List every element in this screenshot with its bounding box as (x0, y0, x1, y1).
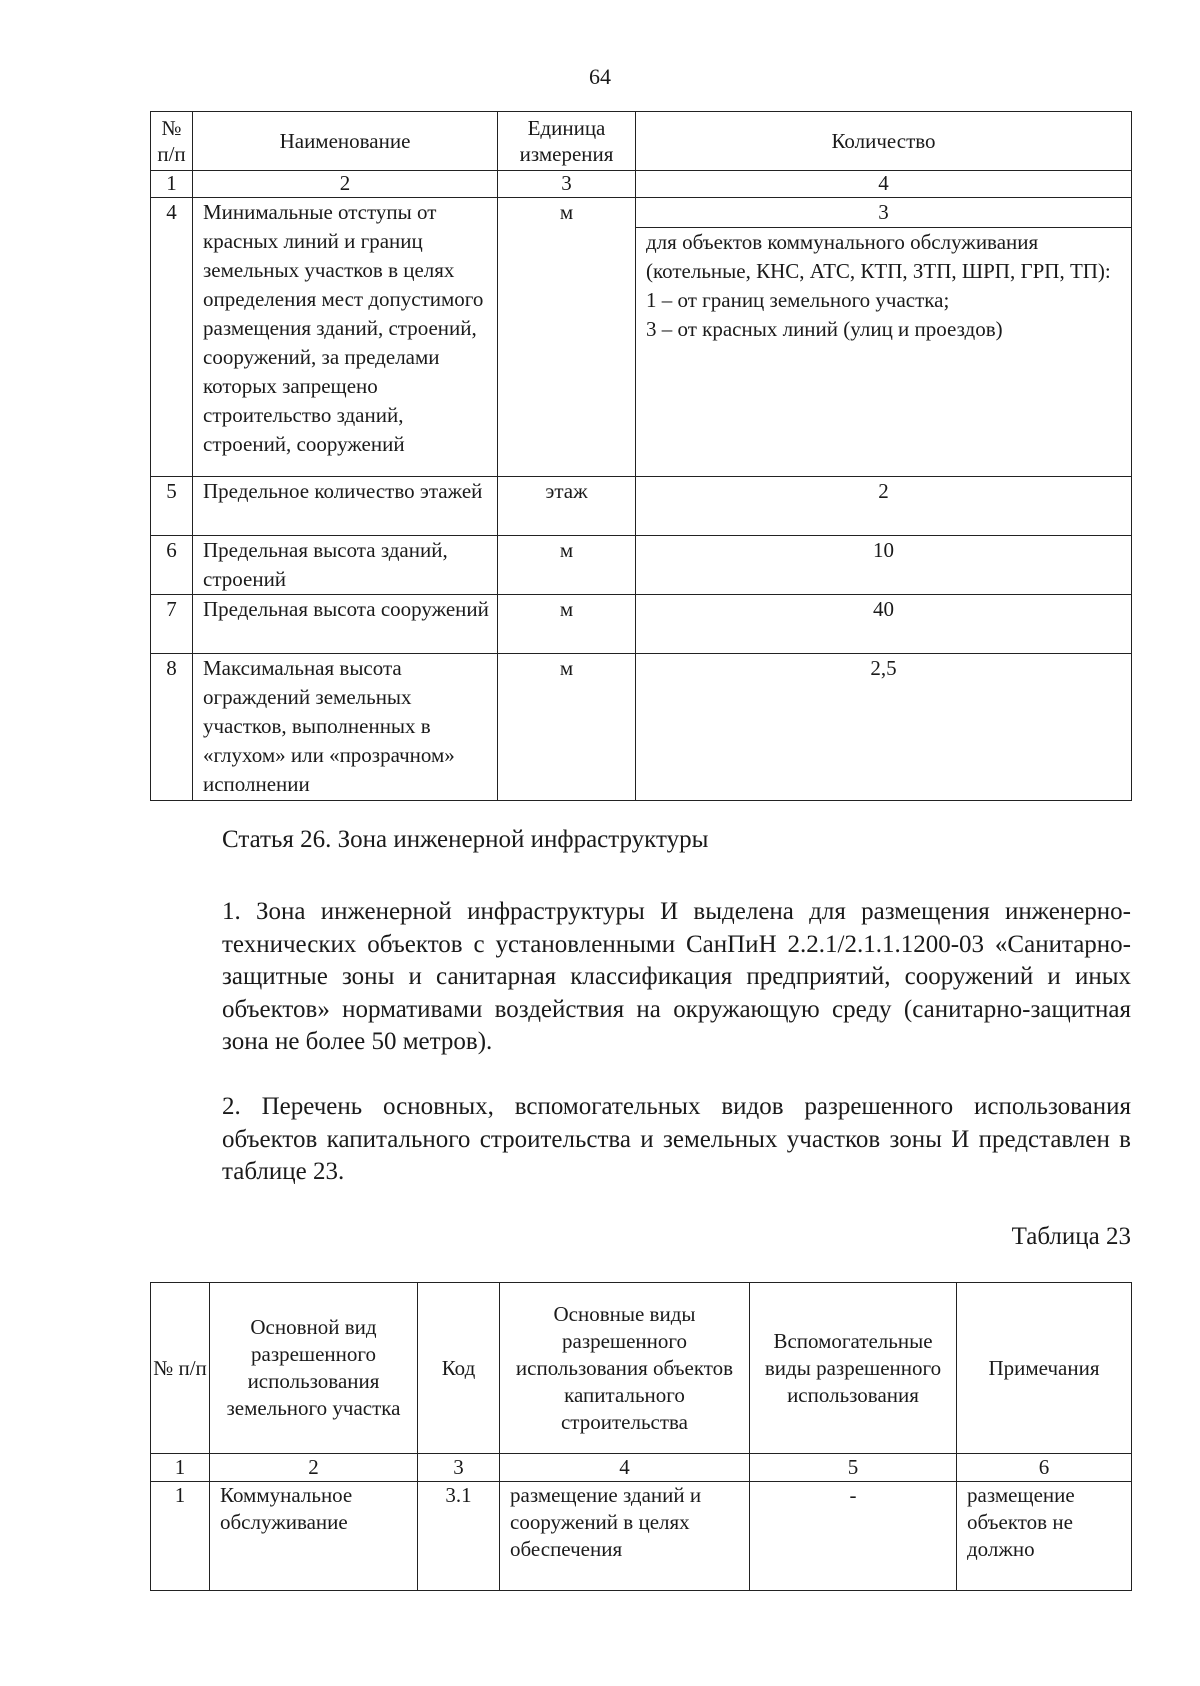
paragraph (150, 1091, 1131, 1189)
header-main-land-use: Основной вид разрешенного использования земельного участка (210, 1283, 418, 1454)
row-num: 1 (151, 1482, 210, 1591)
header-num: № п/п (151, 1283, 210, 1454)
index-cell: 3 (498, 171, 636, 198)
row-auxiliary-use: - (750, 1482, 957, 1591)
paragraph-text: 2. Перечень основных, вспомогательных видов разрешенного использования объектов капитального строительства и земельных участков зоны И представлен в таблице 23. (222, 1093, 1131, 1185)
header-notes: Примечания (957, 1283, 1132, 1454)
header-main-construction-use: Основные виды разрешенного использования объектов капитального строительства (500, 1283, 750, 1454)
table-caption: Таблица 23 (1011, 1223, 1131, 1250)
index-cell: 1 (151, 171, 193, 198)
row-unit: м (498, 595, 636, 654)
table-row (151, 595, 1132, 654)
qty-note-line: 1 – от границ земельного участка; (646, 288, 950, 312)
row-unit: м (498, 654, 636, 801)
header-auxiliary-use: Вспомогательные виды разрешенного использования (750, 1283, 957, 1454)
header-unit: Единица измерения (498, 112, 636, 171)
index-cell: 4 (636, 171, 1132, 198)
header-code: Код (418, 1283, 500, 1454)
paragraph-text: 1. Зона инженерной инфраструктуры И выделена для размещения инженерно-технических объектов с установленными СанПиН 2.2.1/2.1.1.1200-03 «Санитарно-защитные зоны и санитарная классификация предприятий, сооружений и иных объектов» нормативами воздействия на окружающую среду (санитарно-защитная зона не более 50 метров). (222, 898, 1131, 1055)
row-notes: размещение объектов не должно (957, 1482, 1132, 1591)
index-cell: 5 (750, 1454, 957, 1482)
row-code: 3.1 (418, 1482, 500, 1591)
article-heading: Статья 26. Зона инженерной инфраструктуры (222, 826, 709, 853)
row-name: Предельное количество этажей (193, 477, 498, 536)
row-num: 7 (151, 595, 193, 654)
qty-note-line: для объектов коммунального обслуживания (котельные, КНС, АТС, КТП, ЗТП, ШРП, ГРП, ТП): (646, 230, 1111, 283)
row-main-construction-use: размещение зданий и сооружений в целях обеспечения (500, 1482, 750, 1591)
table-row (151, 198, 1132, 228)
index-cell: 2 (210, 1454, 418, 1482)
qty-note-line: 3 – от красных линий (улиц и проездов) (646, 317, 1003, 341)
row-unit: м (498, 198, 636, 477)
index-cell: 6 (957, 1454, 1132, 1482)
row-qty: 40 (636, 595, 1132, 654)
index-row (151, 1454, 1132, 1482)
index-cell: 4 (500, 1454, 750, 1482)
table-row (151, 1482, 1132, 1591)
row-name: Предельная высота зданий, строений (193, 536, 498, 595)
row-name: Минимальные отступы от красных линий и границ земельных участков в целях определения мест допустимого размещения зданий, строений, сооружений, за пределами которых запрещено строительство зданий, строений, сооружений (193, 198, 498, 477)
row-qty: 3 (636, 198, 1132, 228)
paragraph (150, 896, 1131, 1059)
row-qty: 2 (636, 477, 1132, 536)
table-row (151, 654, 1132, 801)
header-name: Наименование (193, 112, 498, 171)
header-num: № п/п (151, 112, 193, 171)
table-header-row (151, 1283, 1132, 1454)
index-cell: 3 (418, 1454, 500, 1482)
index-row (151, 171, 1132, 198)
row-num: 4 (151, 198, 193, 477)
header-qty: Количество (636, 112, 1132, 171)
zone-uses-table (150, 1282, 1132, 1591)
table-header-row (151, 112, 1132, 171)
table-row (151, 477, 1132, 536)
row-qty: 2,5 (636, 654, 1132, 801)
index-cell: 1 (151, 1454, 210, 1482)
limits-table (150, 111, 1132, 801)
row-num: 6 (151, 536, 193, 595)
row-unit: м (498, 536, 636, 595)
index-cell: 2 (193, 171, 498, 198)
row-unit: этаж (498, 477, 636, 536)
row-qty-note (636, 228, 1132, 477)
row-main-land-use: Коммунальное обслуживание (210, 1482, 418, 1591)
table-row (151, 536, 1132, 595)
page-number: 64 (589, 64, 611, 89)
row-name: Предельная высота сооружений (193, 595, 498, 654)
row-qty: 10 (636, 536, 1132, 595)
row-num: 8 (151, 654, 193, 801)
row-num: 5 (151, 477, 193, 536)
row-name: Максимальная высота ограждений земельных участков, выполненных в «глухом» или «прозрачном» исполнении (193, 654, 498, 801)
